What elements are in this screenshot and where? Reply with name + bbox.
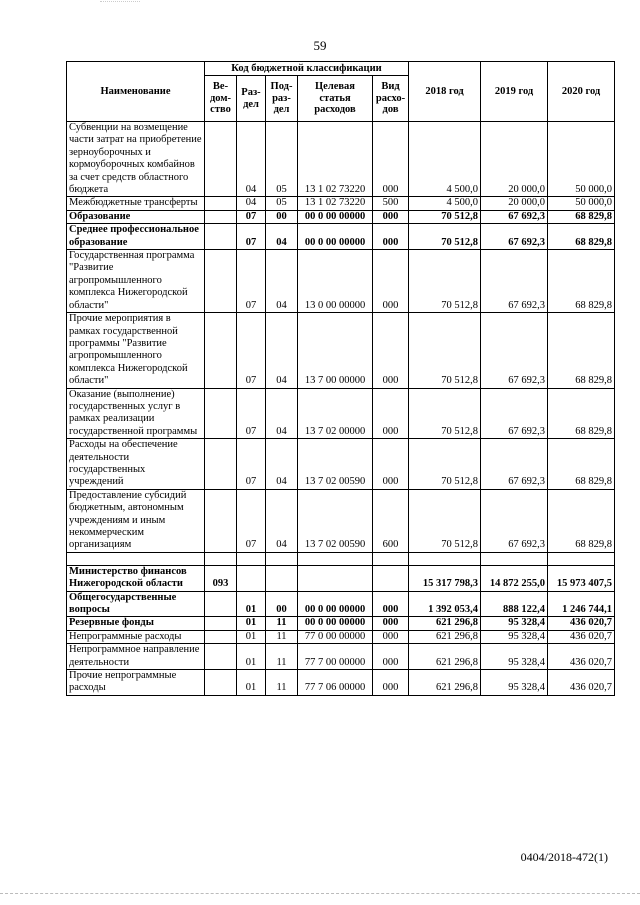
cell-razdel: 07	[237, 250, 266, 313]
cell-vedomstvo	[205, 630, 237, 643]
cell-target: 13 1 02 73220	[298, 122, 373, 197]
cell-vid: 000	[373, 313, 409, 388]
cell-2018: 70 512,8	[409, 388, 481, 439]
cell-target: 13 7 00 00000	[298, 313, 373, 388]
table-row	[67, 670, 615, 696]
cell-2020: 68 829,8	[548, 439, 615, 490]
cell-vedomstvo	[205, 439, 237, 490]
cell-target: 00 0 00 00000	[298, 224, 373, 250]
cell-2018: 70 512,8	[409, 250, 481, 313]
cell-podrazdel: 11	[266, 670, 298, 696]
cell-target: 00 0 00 00000	[298, 617, 373, 630]
cell-razdel: 01	[237, 630, 266, 643]
cell-2018: 621 296,8	[409, 644, 481, 670]
table-row	[67, 197, 615, 210]
cell-2019	[481, 552, 548, 565]
header-name: Наименование	[67, 62, 205, 122]
cell-vid: 000	[373, 250, 409, 313]
cell-name: Предоставление субсидий бюджетным, автономным учреждениям и иным некоммерческим организациям	[67, 489, 205, 552]
cell-name: Оказание (выполнение) государственных услуг в рамках реализации государственной программы	[67, 388, 205, 439]
cell-target: 77 7 06 00000	[298, 670, 373, 696]
cell-2019: 20 000,0	[481, 197, 548, 210]
cell-razdel: 07	[237, 313, 266, 388]
cell-2019: 14 872 255,0	[481, 565, 548, 591]
header-razdel: Раз-дел	[237, 76, 266, 122]
header-vid: Вид расхо-дов	[373, 76, 409, 122]
table-body	[67, 122, 615, 696]
cell-2020: 50 000,0	[548, 122, 615, 197]
cell-podrazdel: 11	[266, 644, 298, 670]
cell-razdel: 01	[237, 670, 266, 696]
cell-name	[67, 552, 205, 565]
cell-vedomstvo	[205, 617, 237, 630]
cell-razdel: 04	[237, 122, 266, 197]
cell-2020: 15 973 407,5	[548, 565, 615, 591]
cell-2020: 68 829,8	[548, 210, 615, 223]
cell-vedomstvo	[205, 670, 237, 696]
cell-2019: 20 000,0	[481, 122, 548, 197]
cell-2019: 95 328,4	[481, 630, 548, 643]
cell-target: 13 7 02 00590	[298, 489, 373, 552]
cell-2020: 436 020,7	[548, 630, 615, 643]
cell-name: Прочие мероприятия в рамках государственной программы "Развитие агропромышленного комплекса Нижегородской области"	[67, 313, 205, 388]
cell-vedomstvo	[205, 313, 237, 388]
cell-razdel: 07	[237, 224, 266, 250]
cell-razdel: 07	[237, 439, 266, 490]
cell-2018: 70 512,8	[409, 224, 481, 250]
cell-target: 13 7 02 00000	[298, 388, 373, 439]
cell-vedomstvo	[205, 644, 237, 670]
cell-2019: 67 692,3	[481, 250, 548, 313]
cell-2018	[409, 552, 481, 565]
cell-2019: 67 692,3	[481, 439, 548, 490]
cell-2020: 68 829,8	[548, 224, 615, 250]
cell-target: 13 0 00 00000	[298, 250, 373, 313]
cell-razdel: 01	[237, 591, 266, 617]
cell-vid	[373, 552, 409, 565]
cell-vid: 000	[373, 630, 409, 643]
cell-podrazdel: 04	[266, 224, 298, 250]
cell-vid: 000	[373, 388, 409, 439]
cell-2018: 621 296,8	[409, 617, 481, 630]
cell-vedomstvo	[205, 591, 237, 617]
cell-target: 77 0 00 00000	[298, 630, 373, 643]
cell-vid: 000	[373, 644, 409, 670]
header-2019: 2019 год	[481, 62, 548, 122]
cell-2019: 67 692,3	[481, 224, 548, 250]
cell-vedomstvo	[205, 489, 237, 552]
cell-razdel: 01	[237, 617, 266, 630]
cell-2019: 95 328,4	[481, 617, 548, 630]
cell-vid: 000	[373, 210, 409, 223]
cell-name: Министерство финансов Нижегородской области	[67, 565, 205, 591]
cell-podrazdel: 04	[266, 250, 298, 313]
cell-razdel: 07	[237, 210, 266, 223]
cell-podrazdel: 11	[266, 630, 298, 643]
cell-target: 00 0 00 00000	[298, 591, 373, 617]
cell-2018: 70 512,8	[409, 439, 481, 490]
table-row	[67, 224, 615, 250]
table-row	[67, 250, 615, 313]
cell-2020: 50 000,0	[548, 197, 615, 210]
cell-name: Общегосударственные вопросы	[67, 591, 205, 617]
cell-name: Государственная программа "Развитие агропромышленного комплекса Нижегородской области"	[67, 250, 205, 313]
cell-2020: 436 020,7	[548, 670, 615, 696]
cell-podrazdel	[266, 565, 298, 591]
cell-name: Расходы на обеспечение деятельности государственных учреждений	[67, 439, 205, 490]
cell-razdel	[237, 552, 266, 565]
cell-name: Резервные фонды	[67, 617, 205, 630]
scan-mark	[100, 1, 140, 3]
cell-name: Среднее профессиональное образование	[67, 224, 205, 250]
table-row	[67, 591, 615, 617]
cell-vid: 000	[373, 224, 409, 250]
cell-razdel: 01	[237, 644, 266, 670]
cell-razdel: 07	[237, 388, 266, 439]
header-target: Целевая статья расходов	[298, 76, 373, 122]
cell-vid: 600	[373, 489, 409, 552]
table-row	[67, 439, 615, 490]
cell-target: 13 7 02 00590	[298, 439, 373, 490]
cell-vid: 000	[373, 439, 409, 490]
cell-2018: 1 392 053,4	[409, 591, 481, 617]
cell-target: 00 0 00 00000	[298, 210, 373, 223]
header-podrazdel: Под-раз-дел	[266, 76, 298, 122]
cell-vedomstvo	[205, 210, 237, 223]
cell-podrazdel: 04	[266, 489, 298, 552]
cell-2019: 95 328,4	[481, 644, 548, 670]
table-row	[67, 565, 615, 591]
cell-target	[298, 565, 373, 591]
cell-vedomstvo	[205, 224, 237, 250]
cell-name: Субвенции на возмещение части затрат на приобретение зерноуборочных и кормоуборочных комбайнов за счет средств областного бюджета	[67, 122, 205, 197]
cell-2020: 68 829,8	[548, 313, 615, 388]
cell-podrazdel: 04	[266, 439, 298, 490]
header-classification: Код бюджетной классификации	[205, 62, 409, 76]
table-row	[67, 552, 615, 565]
cell-2018: 4 500,0	[409, 122, 481, 197]
cell-2019: 67 692,3	[481, 313, 548, 388]
cell-name: Непрограммные расходы	[67, 630, 205, 643]
cell-2018: 70 512,8	[409, 210, 481, 223]
cell-podrazdel: 11	[266, 617, 298, 630]
cell-2018: 621 296,8	[409, 630, 481, 643]
table-row	[67, 644, 615, 670]
cell-vedomstvo	[205, 250, 237, 313]
table-row	[67, 617, 615, 630]
cell-2020: 68 829,8	[548, 489, 615, 552]
cell-vid: 000	[373, 591, 409, 617]
table-row	[67, 630, 615, 643]
cell-name: Межбюджетные трансферты	[67, 197, 205, 210]
cell-vid: 000	[373, 122, 409, 197]
header-2020: 2020 год	[548, 62, 615, 122]
cell-target: 77 7 00 00000	[298, 644, 373, 670]
cell-vedomstvo	[205, 552, 237, 565]
cell-vid	[373, 565, 409, 591]
page-number: 59	[313, 38, 327, 53]
cell-2020: 68 829,8	[548, 388, 615, 439]
table-row	[67, 210, 615, 223]
cell-2020	[548, 552, 615, 565]
cell-razdel: 04	[237, 197, 266, 210]
cell-vid: 000	[373, 670, 409, 696]
cell-razdel: 07	[237, 489, 266, 552]
cell-podrazdel: 04	[266, 388, 298, 439]
cell-target: 13 1 02 73220	[298, 197, 373, 210]
cell-target	[298, 552, 373, 565]
cell-vedomstvo	[205, 197, 237, 210]
cell-vedomstvo: 093	[205, 565, 237, 591]
cell-2019: 67 692,3	[481, 489, 548, 552]
cell-2018: 15 317 798,3	[409, 565, 481, 591]
cell-2020: 68 829,8	[548, 250, 615, 313]
document-code: 0404/2018-472(1)	[520, 850, 608, 864]
cell-vid: 500	[373, 197, 409, 210]
cell-2019: 888 122,4	[481, 591, 548, 617]
cell-podrazdel: 05	[266, 197, 298, 210]
cell-podrazdel: 00	[266, 591, 298, 617]
cell-2019: 95 328,4	[481, 670, 548, 696]
header-vedomstvo: Ве-дом-ство	[205, 76, 237, 122]
cell-name: Непрограммное направление деятельности	[67, 644, 205, 670]
scan-edge	[0, 893, 640, 894]
table-row	[67, 313, 615, 388]
cell-2019: 67 692,3	[481, 210, 548, 223]
cell-2020: 436 020,7	[548, 644, 615, 670]
cell-podrazdel: 05	[266, 122, 298, 197]
cell-2020: 436 020,7	[548, 617, 615, 630]
cell-vedomstvo	[205, 388, 237, 439]
cell-2020: 1 246 744,1	[548, 591, 615, 617]
cell-razdel	[237, 565, 266, 591]
cell-name: Образование	[67, 210, 205, 223]
cell-podrazdel: 04	[266, 313, 298, 388]
cell-podrazdel	[266, 552, 298, 565]
table-row	[67, 489, 615, 552]
cell-vedomstvo	[205, 122, 237, 197]
header-2018: 2018 год	[409, 62, 481, 122]
cell-name: Прочие непрограммные расходы	[67, 670, 205, 696]
budget-table	[66, 61, 615, 696]
cell-2019: 67 692,3	[481, 388, 548, 439]
cell-vid: 000	[373, 617, 409, 630]
cell-2018: 4 500,0	[409, 197, 481, 210]
table-row	[67, 122, 615, 197]
table-row	[67, 388, 615, 439]
cell-2018: 70 512,8	[409, 489, 481, 552]
cell-podrazdel: 00	[266, 210, 298, 223]
cell-2018: 70 512,8	[409, 313, 481, 388]
cell-2018: 621 296,8	[409, 670, 481, 696]
